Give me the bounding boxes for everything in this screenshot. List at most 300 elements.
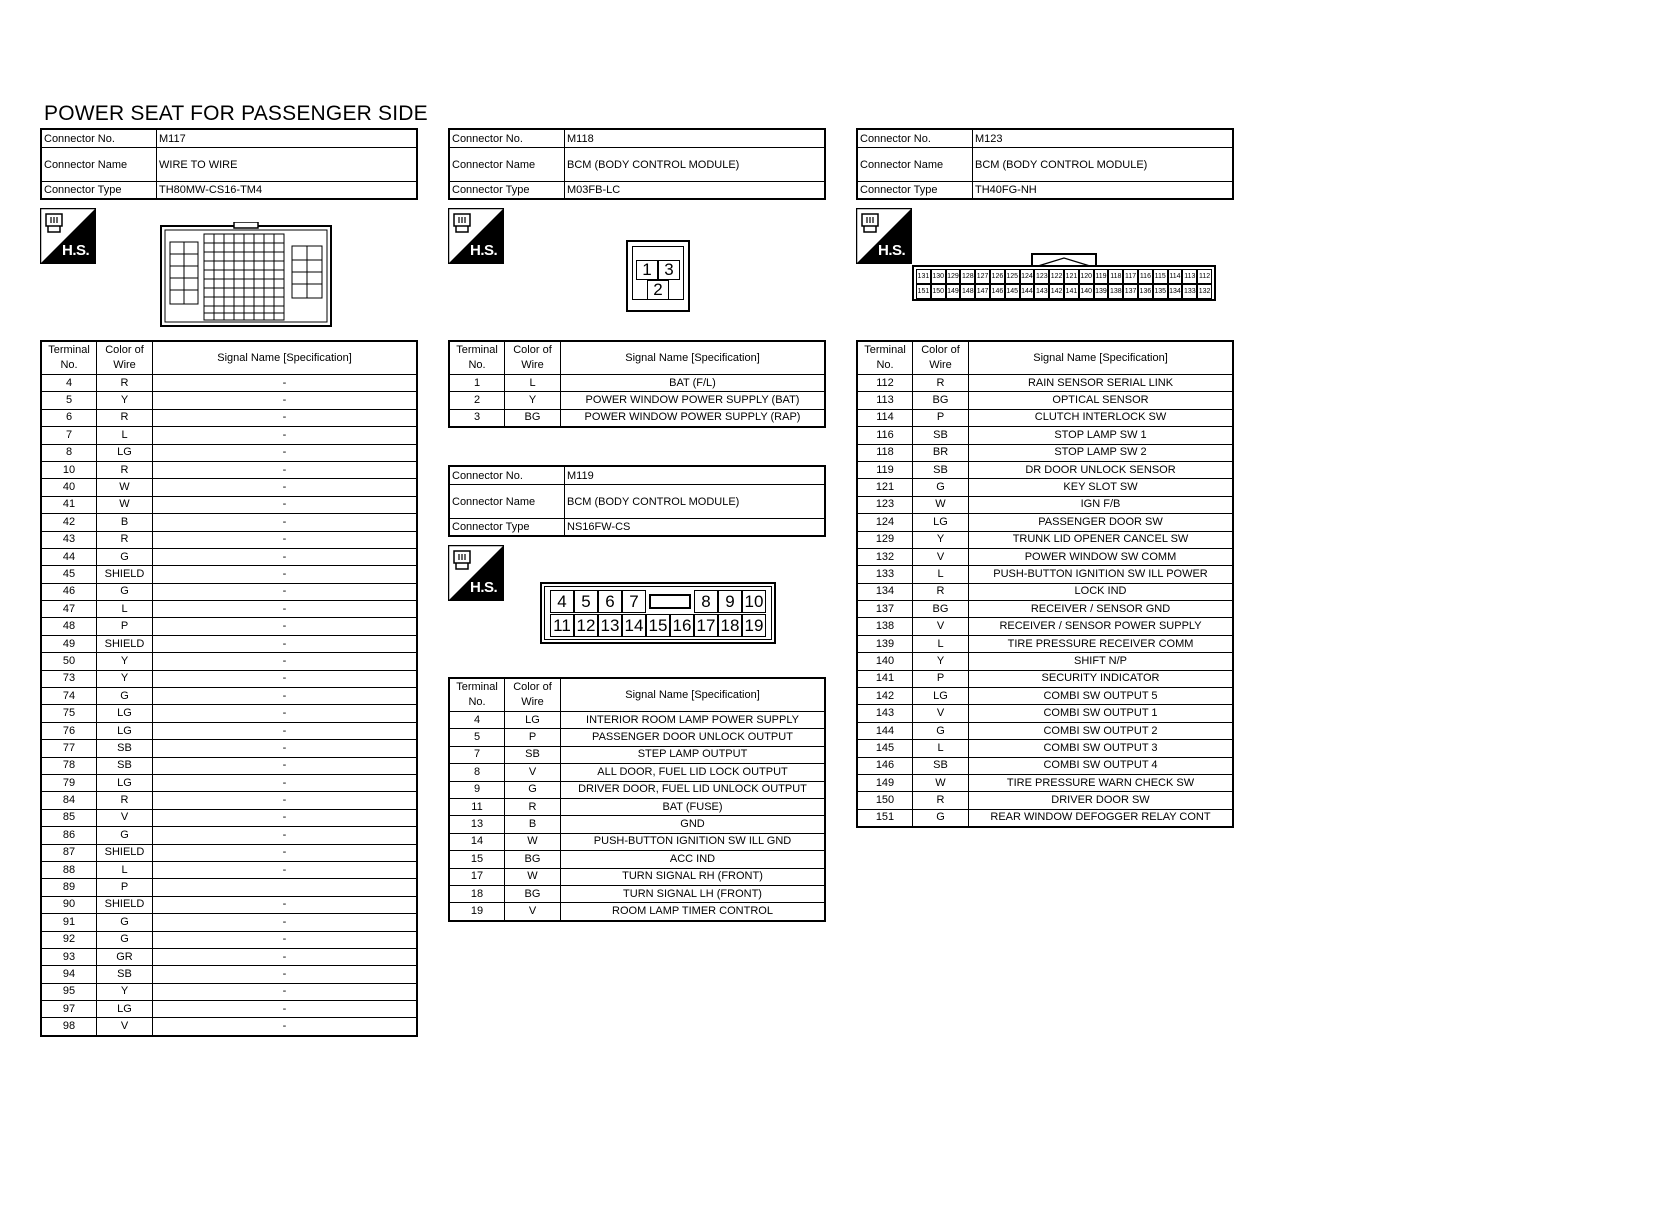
pin-cell: 151 <box>916 284 931 299</box>
terminal-no-cell: 8 <box>41 444 97 461</box>
signal-name-cell: STOP LAMP SW 1 <box>969 427 1234 444</box>
signal-name-cell: - <box>153 966 418 983</box>
connector-name-label: Connector Name <box>449 148 565 182</box>
terminal-no-cell: 118 <box>857 444 913 461</box>
table-row <box>449 781 825 798</box>
wire-color-cell: L <box>97 427 153 444</box>
table-row <box>41 653 417 670</box>
pin-cell: 113 <box>1182 269 1197 284</box>
wire-color-cell: SHIELD <box>97 896 153 913</box>
wire-color-cell: G <box>97 583 153 600</box>
pin-cell: 19 <box>742 614 766 637</box>
pin-table <box>40 340 418 1037</box>
signal-name-cell: RECEIVER / SENSOR POWER SUPPLY <box>969 618 1234 635</box>
terminal-no-cell: 7 <box>41 427 97 444</box>
signal-name-cell: ROOM LAMP TIMER CONTROL <box>561 903 826 921</box>
table-row <box>41 914 417 931</box>
signal-name-cell: - <box>153 931 418 948</box>
table-row <box>41 879 417 896</box>
table-row <box>41 792 417 809</box>
pin-cell: 4 <box>550 590 574 613</box>
hs-label: H.S. <box>62 242 90 259</box>
signal-name-cell: TIRE PRESSURE RECEIVER COMM <box>969 635 1234 652</box>
terminal-no-cell: 84 <box>41 792 97 809</box>
signal-name-cell: - <box>153 496 418 513</box>
wire-color-cell: P <box>97 618 153 635</box>
pin-cell: 129 <box>946 269 961 284</box>
wire-color-cell: P <box>97 879 153 896</box>
wire-color-cell: R <box>97 375 153 392</box>
pin-cell: 14 <box>622 614 646 637</box>
table-row <box>41 774 417 791</box>
wire-color-cell: SHIELD <box>97 635 153 652</box>
terminal-no-cell: 1 <box>449 375 505 392</box>
pin-cell: 7 <box>622 590 646 613</box>
table-row <box>41 688 417 705</box>
pin-table-m123 <box>856 340 1234 828</box>
terminal-no-cell: 8 <box>449 764 505 781</box>
hs-label: H.S. <box>470 242 498 259</box>
signal-name-header: Signal Name [Specification] <box>561 341 826 375</box>
pin-cell: 121 <box>1064 269 1079 284</box>
terminal-no-cell: 5 <box>41 392 97 409</box>
wire-color-cell: BG <box>505 885 561 902</box>
terminal-no-cell: 86 <box>41 827 97 844</box>
wire-color-cell: V <box>505 764 561 781</box>
signal-name-cell: - <box>153 514 418 531</box>
wire-color-cell: R <box>97 409 153 426</box>
signal-name-cell: COMBI SW OUTPUT 5 <box>969 688 1234 705</box>
signal-name-cell: - <box>153 548 418 565</box>
table-row <box>857 375 1233 392</box>
table-row <box>41 948 417 965</box>
signal-name-cell: - <box>153 461 418 478</box>
terminal-no-cell: 10 <box>41 461 97 478</box>
pin-cell: 135 <box>1153 284 1168 299</box>
wire-color-cell: R <box>97 461 153 478</box>
table-row <box>449 868 825 885</box>
terminal-no-cell: 44 <box>41 548 97 565</box>
table-row <box>41 531 417 548</box>
signal-name-cell: PUSH-BUTTON IGNITION SW ILL GND <box>561 833 826 850</box>
signal-name-cell: POWER WINDOW POWER SUPPLY (RAP) <box>561 409 826 427</box>
table-row <box>41 827 417 844</box>
wire-color-cell: R <box>913 792 969 809</box>
table-row <box>41 461 417 478</box>
table-row <box>41 496 417 513</box>
terminal-no-cell: 46 <box>41 583 97 600</box>
signal-name-cell: POWER WINDOW SW COMM <box>969 548 1234 565</box>
table-row <box>857 740 1233 757</box>
table-row <box>41 601 417 618</box>
table-row <box>857 392 1233 409</box>
pin-cell: 126 <box>990 269 1005 284</box>
wire-color-cell: Y <box>97 392 153 409</box>
pin-cell: 5 <box>574 590 598 613</box>
terminal-no-cell: 4 <box>449 712 505 729</box>
signal-name-cell: - <box>153 618 418 635</box>
terminal-no-cell: 151 <box>857 809 913 827</box>
terminal-no-cell: 149 <box>857 774 913 791</box>
table-row <box>449 746 825 763</box>
connector-no-label: Connector No. <box>449 466 565 485</box>
signal-name-cell: LOCK IND <box>969 583 1234 600</box>
terminal-no-cell: 78 <box>41 757 97 774</box>
table-row <box>449 798 825 815</box>
wire-color-cell: Y <box>913 653 969 670</box>
signal-name-cell: - <box>153 479 418 496</box>
table-row <box>857 688 1233 705</box>
pin-cell: 125 <box>1005 269 1020 284</box>
pin-cell: 116 <box>1138 269 1153 284</box>
connector-no-label: Connector No. <box>857 129 973 148</box>
pin-cell: 1 <box>636 260 658 280</box>
signal-name-cell: - <box>153 844 418 861</box>
pin-cell: 17 <box>694 614 718 637</box>
signal-name-cell: ALL DOOR, FUEL LID LOCK OUTPUT <box>561 764 826 781</box>
table-row <box>41 548 417 565</box>
hs-icon <box>40 208 96 264</box>
pin-cell: 18 <box>718 614 742 637</box>
connector-m118 <box>448 128 826 200</box>
wire-color-cell: L <box>913 566 969 583</box>
connector-type-label: Connector Type <box>449 519 565 537</box>
terminal-no-cell: 48 <box>41 618 97 635</box>
wire-color-cell: BG <box>505 409 561 427</box>
pin-cell: 12 <box>574 614 598 637</box>
signal-name-cell: - <box>153 409 418 426</box>
signal-name-cell: - <box>153 722 418 739</box>
table-row <box>449 764 825 781</box>
connector-face-m123 <box>912 250 1216 302</box>
connector-name-value: BCM (BODY CONTROL MODULE) <box>565 148 826 182</box>
pin-cell: 124 <box>1020 269 1035 284</box>
table-row <box>41 635 417 652</box>
connector-no-value: M123 <box>973 129 1234 148</box>
connector-type-value: NS16FW-CS <box>565 519 826 537</box>
table-row <box>41 392 417 409</box>
table-row <box>449 885 825 902</box>
connector-no-value: M117 <box>157 129 418 148</box>
table-row <box>857 427 1233 444</box>
signal-name-cell: BAT (F/L) <box>561 375 826 392</box>
signal-name-header: Signal Name [Specification] <box>561 678 826 712</box>
wire-color-cell: BG <box>913 601 969 618</box>
table-row <box>41 983 417 1000</box>
terminal-no-cell: 143 <box>857 705 913 722</box>
pin-cell: 131 <box>916 269 931 284</box>
table-row <box>857 774 1233 791</box>
wire-color-cell: BG <box>505 851 561 868</box>
wire-color-cell: L <box>913 740 969 757</box>
signal-name-cell: - <box>153 1001 418 1018</box>
hs-label: H.S. <box>470 579 498 596</box>
signal-name-cell: COMBI SW OUTPUT 2 <box>969 722 1234 739</box>
signal-name-cell: - <box>153 566 418 583</box>
signal-name-cell: PASSENGER DOOR UNLOCK OUTPUT <box>561 729 826 746</box>
terminal-no-cell: 144 <box>857 722 913 739</box>
wire-color-cell: Y <box>97 653 153 670</box>
color-of-wire-header: Color of Wire <box>913 341 969 375</box>
signal-name-cell: PASSENGER DOOR SW <box>969 514 1234 531</box>
page-title: POWER SEAT FOR PASSENGER SIDE <box>44 102 428 125</box>
wire-color-cell: G <box>97 548 153 565</box>
signal-name-cell: - <box>153 601 418 618</box>
pin-cell: 15 <box>646 614 670 637</box>
wire-color-cell: SHIELD <box>97 844 153 861</box>
table-row <box>41 618 417 635</box>
connector-info-m119 <box>448 465 826 537</box>
terminal-no-cell: 77 <box>41 740 97 757</box>
table-row <box>449 409 825 427</box>
pin-cell: 122 <box>1049 269 1064 284</box>
terminal-no-cell: 92 <box>41 931 97 948</box>
pin-cell: 140 <box>1079 284 1094 299</box>
signal-name-cell: RAIN SENSOR SERIAL LINK <box>969 375 1234 392</box>
wire-color-cell: B <box>505 816 561 833</box>
table-row <box>857 618 1233 635</box>
signal-name-cell: - <box>153 375 418 392</box>
table-row <box>41 514 417 531</box>
connector-face-m118 <box>626 240 690 312</box>
terminal-no-cell: 150 <box>857 792 913 809</box>
pin-cell: 137 <box>1123 284 1138 299</box>
signal-name-cell: TURN SIGNAL LH (FRONT) <box>561 885 826 902</box>
wire-color-cell: W <box>913 496 969 513</box>
table-row <box>41 375 417 392</box>
table-row <box>41 427 417 444</box>
terminal-no-cell: 132 <box>857 548 913 565</box>
terminal-no-cell: 137 <box>857 601 913 618</box>
table-row <box>41 444 417 461</box>
table-row <box>41 722 417 739</box>
signal-name-cell: KEY SLOT SW <box>969 479 1234 496</box>
terminal-no-cell: 13 <box>449 816 505 833</box>
terminal-no-cell: 2 <box>449 392 505 409</box>
table-row <box>449 729 825 746</box>
table-row <box>449 851 825 868</box>
terminal-no-cell: 18 <box>449 885 505 902</box>
terminal-no-cell: 40 <box>41 479 97 496</box>
terminal-no-cell: 47 <box>41 601 97 618</box>
wire-color-cell: W <box>97 479 153 496</box>
signal-name-cell: OPTICAL SENSOR <box>969 392 1234 409</box>
terminal-no-cell: 41 <box>41 496 97 513</box>
pin-cell: 142 <box>1049 284 1064 299</box>
wire-color-cell: L <box>505 375 561 392</box>
terminal-no-cell: 94 <box>41 966 97 983</box>
table-row <box>857 722 1233 739</box>
pin-cell: 130 <box>931 269 946 284</box>
terminal-no-cell: 75 <box>41 705 97 722</box>
terminal-no-cell: 6 <box>41 409 97 426</box>
color-of-wire-header: Color of Wire <box>97 341 153 375</box>
wire-color-cell: P <box>505 729 561 746</box>
table-row <box>857 635 1233 652</box>
table-row <box>857 514 1233 531</box>
wire-color-cell: LG <box>505 712 561 729</box>
wire-color-cell: LG <box>97 774 153 791</box>
pin-cell: 114 <box>1168 269 1183 284</box>
terminal-no-cell: 124 <box>857 514 913 531</box>
terminal-no-header: Terminal No. <box>449 678 505 712</box>
terminal-no-cell: 123 <box>857 496 913 513</box>
connector-m117 <box>40 128 418 200</box>
connector-name-value: BCM (BODY CONTROL MODULE) <box>565 485 826 519</box>
wire-color-cell: V <box>913 548 969 565</box>
terminal-no-cell: 139 <box>857 635 913 652</box>
pin-cell: 119 <box>1094 269 1109 284</box>
table-row <box>41 844 417 861</box>
terminal-no-cell: 3 <box>449 409 505 427</box>
table-row <box>857 461 1233 478</box>
signal-name-cell: - <box>153 531 418 548</box>
terminal-no-cell: 76 <box>41 722 97 739</box>
terminal-no-cell: 134 <box>857 583 913 600</box>
signal-name-cell: COMBI SW OUTPUT 1 <box>969 705 1234 722</box>
pin-table <box>448 340 826 428</box>
terminal-no-cell: 7 <box>449 746 505 763</box>
signal-name-cell: RECEIVER / SENSOR GND <box>969 601 1234 618</box>
table-row <box>857 409 1233 426</box>
table-row <box>41 757 417 774</box>
table-row <box>449 392 825 409</box>
wire-color-cell: SB <box>505 746 561 763</box>
table-row <box>857 601 1233 618</box>
pin-cell: 11 <box>550 614 574 637</box>
wire-color-cell: BR <box>913 444 969 461</box>
wire-color-cell: SB <box>97 740 153 757</box>
wire-color-cell: V <box>505 903 561 921</box>
signal-name-cell: - <box>153 392 418 409</box>
terminal-no-cell: 85 <box>41 809 97 826</box>
terminal-no-cell: 90 <box>41 896 97 913</box>
terminal-no-cell: 98 <box>41 1018 97 1036</box>
pin-cell: 3 <box>658 260 680 280</box>
connector-no-label: Connector No. <box>449 129 565 148</box>
pin-cell: 118 <box>1108 269 1123 284</box>
terminal-no-cell: 88 <box>41 861 97 878</box>
wire-color-cell: R <box>97 531 153 548</box>
terminal-no-cell: 14 <box>449 833 505 850</box>
signal-name-cell: COMBI SW OUTPUT 3 <box>969 740 1234 757</box>
pin-cell: 149 <box>946 284 961 299</box>
signal-name-cell: STOP LAMP SW 2 <box>969 444 1234 461</box>
signal-name-cell: GND <box>561 816 826 833</box>
signal-name-cell: - <box>153 705 418 722</box>
wire-color-cell: L <box>913 635 969 652</box>
signal-name-cell: ACC IND <box>561 851 826 868</box>
table-row <box>857 444 1233 461</box>
wire-color-cell: LG <box>913 688 969 705</box>
wire-color-cell: GR <box>97 948 153 965</box>
pin-cell: 146 <box>990 284 1005 299</box>
wire-color-cell: Y <box>913 531 969 548</box>
pin-cell: 16 <box>670 614 694 637</box>
pin-cell: 6 <box>598 590 622 613</box>
terminal-no-cell: 49 <box>41 635 97 652</box>
wire-color-cell: Y <box>97 983 153 1000</box>
terminal-no-cell: 4 <box>41 375 97 392</box>
signal-name-cell: - <box>153 444 418 461</box>
terminal-no-cell: 50 <box>41 653 97 670</box>
pin-cell: 127 <box>975 269 990 284</box>
wire-color-cell: V <box>97 1018 153 1036</box>
table-row <box>857 496 1233 513</box>
signal-name-header: Signal Name [Specification] <box>153 341 418 375</box>
table-row <box>449 816 825 833</box>
hs-label: H.S. <box>878 242 906 259</box>
pin-table-m118 <box>448 340 826 428</box>
terminal-no-cell: 146 <box>857 757 913 774</box>
connector-type-label: Connector Type <box>41 182 157 200</box>
wire-color-cell: LG <box>97 1001 153 1018</box>
pin-table <box>856 340 1234 828</box>
table-row <box>857 479 1233 496</box>
terminal-no-cell: 129 <box>857 531 913 548</box>
terminal-no-header: Terminal No. <box>449 341 505 375</box>
pin-cell: 115 <box>1153 269 1168 284</box>
pin-cell: 139 <box>1094 284 1109 299</box>
wire-color-cell: LG <box>97 444 153 461</box>
signal-name-cell: STEP LAMP OUTPUT <box>561 746 826 763</box>
terminal-no-cell: 141 <box>857 670 913 687</box>
signal-name-cell: - <box>153 427 418 444</box>
table-row <box>857 670 1233 687</box>
table-row <box>41 583 417 600</box>
signal-name-cell: - <box>153 861 418 878</box>
terminal-no-cell: 93 <box>41 948 97 965</box>
signal-name-cell: - <box>153 948 418 965</box>
signal-name-cell: DR DOOR UNLOCK SENSOR <box>969 461 1234 478</box>
connector-type-value: TH80MW-CS16-TM4 <box>157 182 418 200</box>
signal-name-cell: - <box>153 809 418 826</box>
terminal-no-cell: 74 <box>41 688 97 705</box>
wire-color-cell: LG <box>913 514 969 531</box>
connector-name-label: Connector Name <box>41 148 157 182</box>
hs-icon <box>448 545 504 601</box>
connector-type-value: TH40FG-NH <box>973 182 1234 200</box>
signal-name-cell: SHIFT N/P <box>969 653 1234 670</box>
table-row <box>857 548 1233 565</box>
wire-color-cell: P <box>913 409 969 426</box>
wire-color-cell: G <box>97 914 153 931</box>
table-row <box>857 566 1233 583</box>
pin-cell: 117 <box>1123 269 1138 284</box>
signal-name-cell: - <box>153 774 418 791</box>
connector-name-value: WIRE TO WIRE <box>157 148 418 182</box>
terminal-no-cell: 138 <box>857 618 913 635</box>
table-row <box>41 1018 417 1036</box>
wire-color-cell: P <box>913 670 969 687</box>
terminal-no-header: Terminal No. <box>857 341 913 375</box>
signal-name-cell: - <box>153 757 418 774</box>
wire-color-cell: L <box>97 861 153 878</box>
signal-name-header: Signal Name [Specification] <box>969 341 1234 375</box>
pin-table-m117 <box>40 340 418 1037</box>
color-of-wire-header: Color of Wire <box>505 341 561 375</box>
terminal-no-cell: 112 <box>857 375 913 392</box>
pin-cell: 128 <box>960 269 975 284</box>
table-row <box>857 705 1233 722</box>
terminal-no-cell: 119 <box>857 461 913 478</box>
connector-type-label: Connector Type <box>857 182 973 200</box>
connector-info-m118 <box>448 128 826 200</box>
pin-cell: 2 <box>647 280 669 300</box>
wire-color-cell: R <box>913 583 969 600</box>
wire-color-cell: V <box>913 618 969 635</box>
wire-color-cell: G <box>913 479 969 496</box>
